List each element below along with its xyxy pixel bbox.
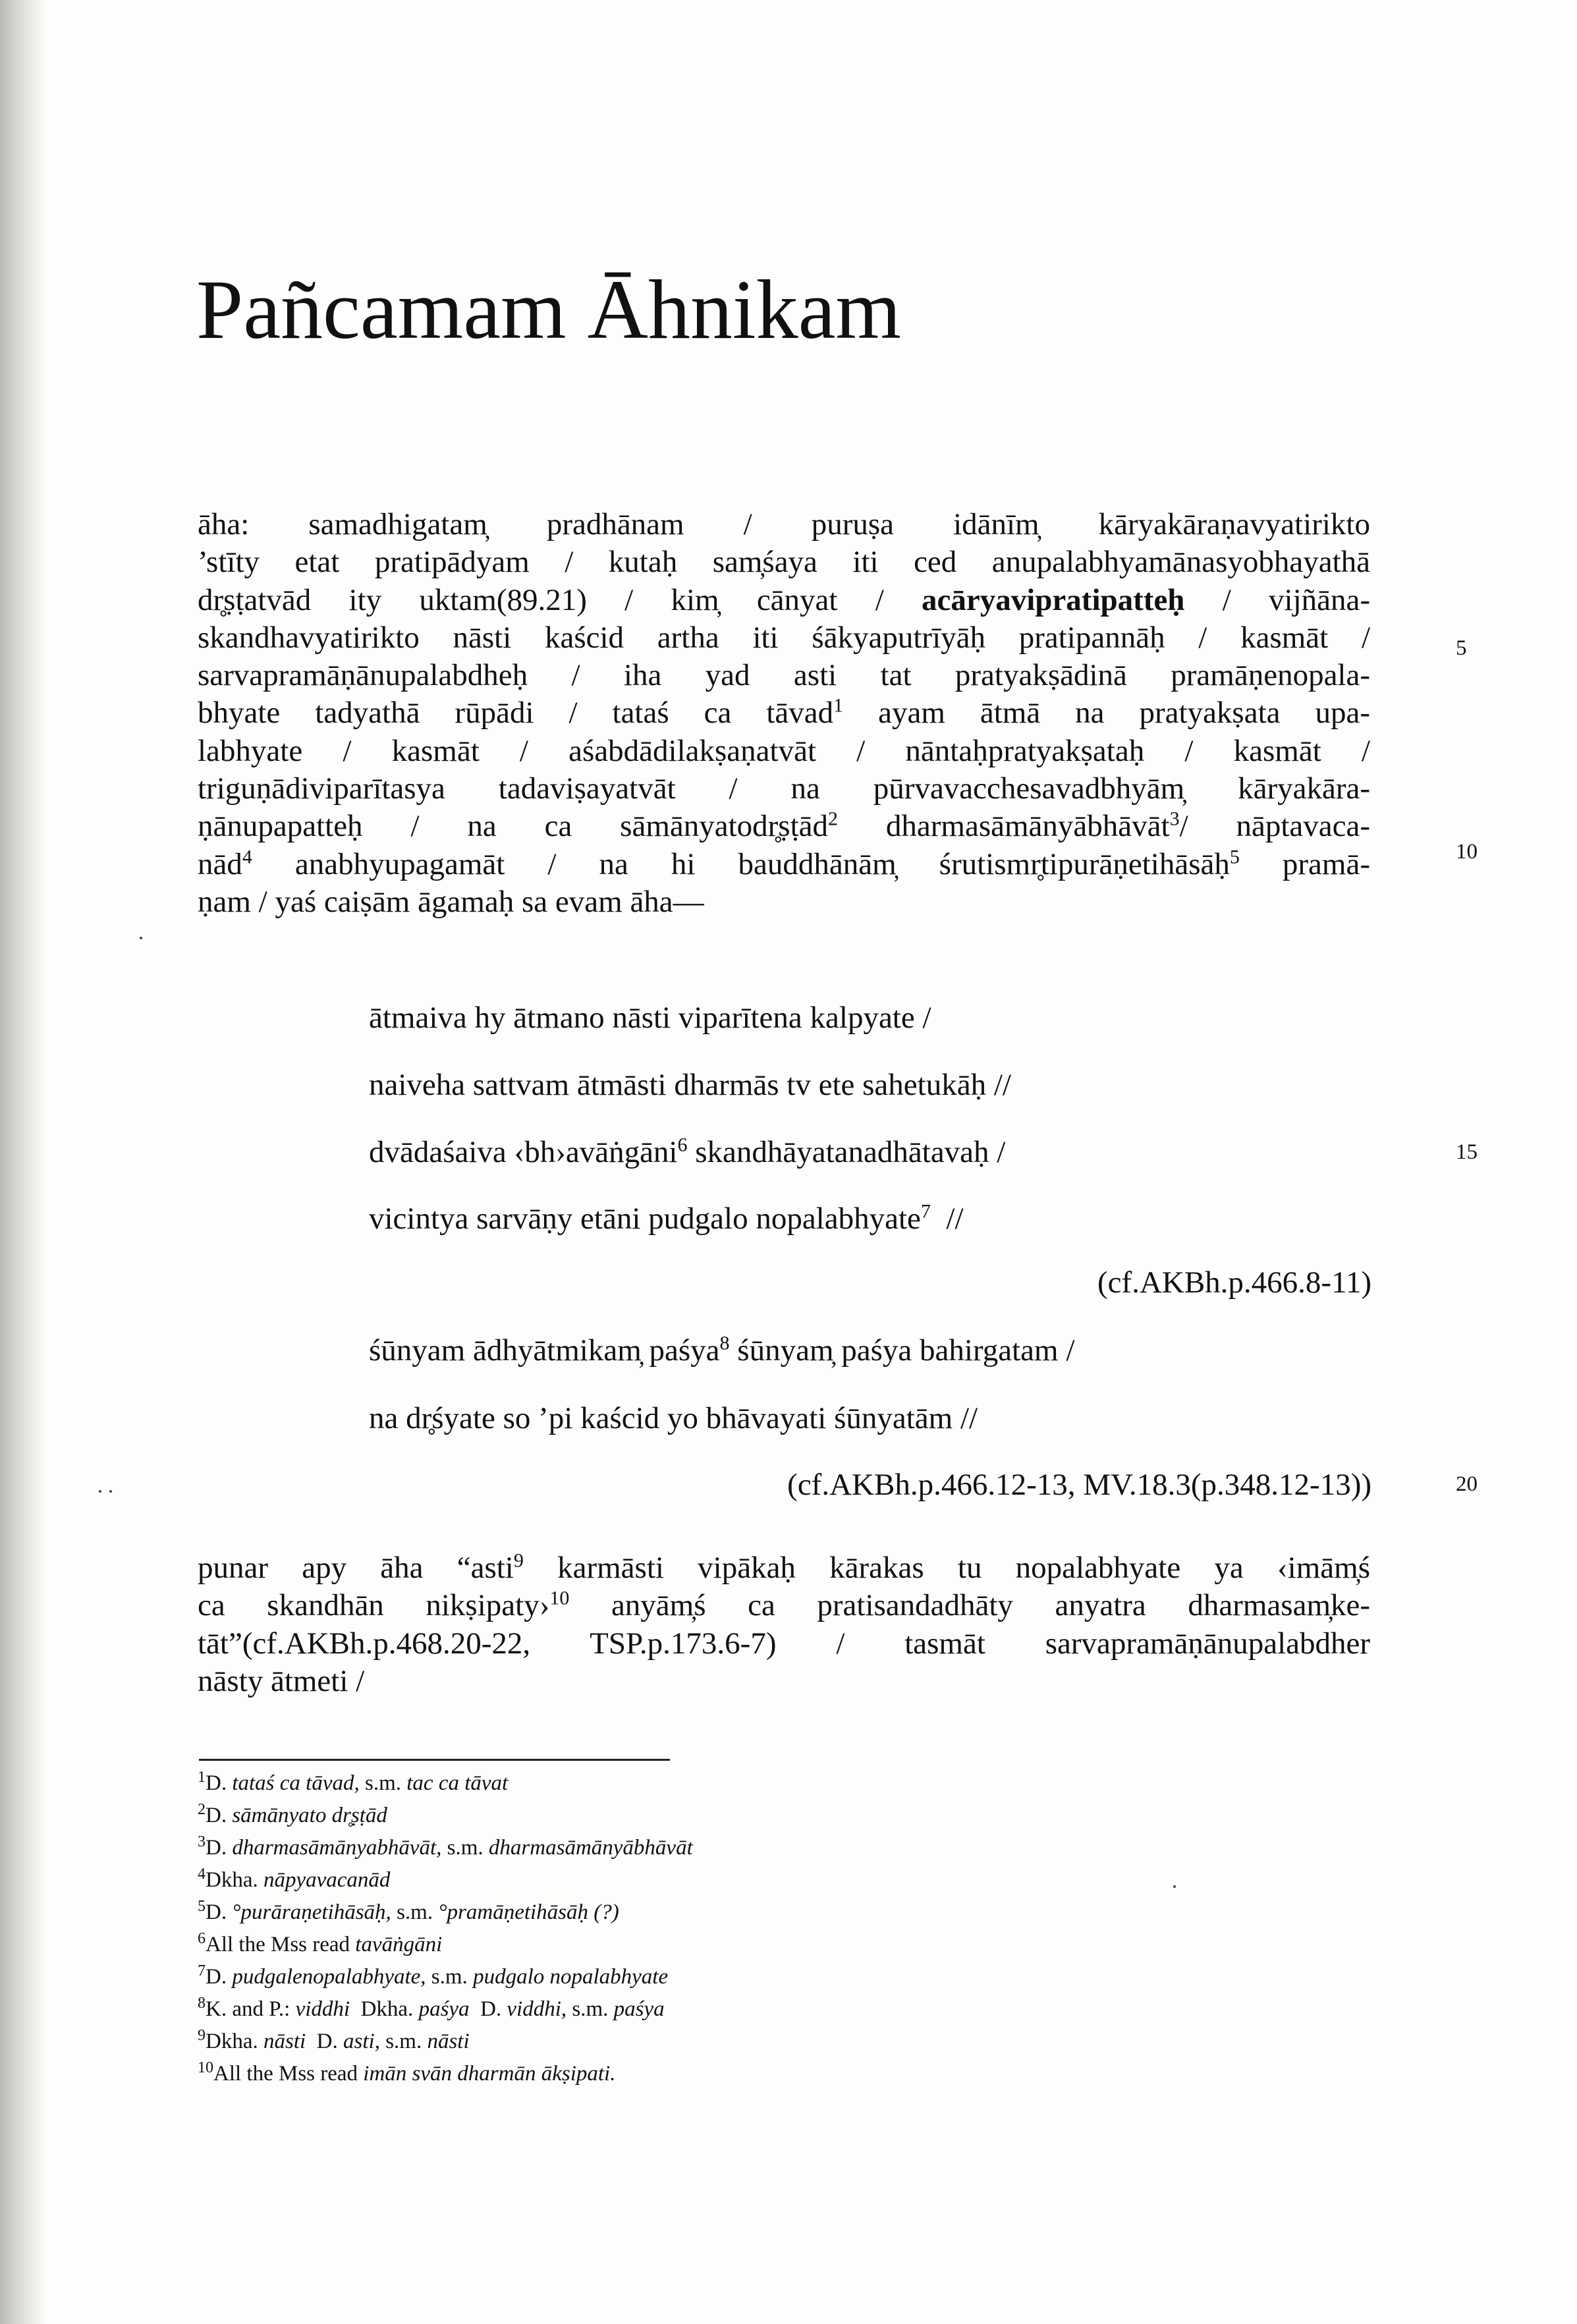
text-line: sarvapramāṇānupalabdheḥ / iha yad asti tat pratyakṣādinā pramāṇenopala- bbox=[198, 658, 1370, 693]
scan-speck bbox=[140, 937, 142, 939]
scan-speck bbox=[109, 1490, 112, 1493]
footnote: $^4$Dkha. nāpyavacanād bbox=[198, 1866, 391, 1892]
text-line: nād$^4$ anabhyupagamāt / na hi bauddhānām̦ śrutismr̥tipurāṇetihāsāḥ$^5$ pramā- bbox=[198, 846, 1370, 881]
text-line: ṇānupapatteḥ / na ca sāmānyatodr̥ṣṭād$^2$ dharmasāmānyābhāvāt$^3$/ nāptavaca- bbox=[198, 808, 1371, 844]
footnote: $^6$All the Mss read tavāṅgāni bbox=[198, 1930, 443, 1956]
scan-speck bbox=[99, 1490, 101, 1493]
footnote-marker: 10 bbox=[549, 1587, 570, 1609]
citation: (cf.AKBh.p.466.12-13, MV.18.3(p.348.12-13)) bbox=[787, 1468, 1371, 1502]
footnote-marker: 6 bbox=[677, 1134, 688, 1156]
footnote-marker: 9 bbox=[513, 1549, 524, 1572]
verse-line: naiveha sattvam ātmāsti dharmās tv ete sahetukāḥ // bbox=[369, 1068, 1011, 1102]
scan-speck bbox=[1173, 1885, 1176, 1888]
footnote: $^3$D. dharmasāmānyabhāvāt, s.m. dharmasāmānyābhāvāt bbox=[198, 1833, 693, 1860]
text-line: tāt”(cf.AKBh.p.468.20-22, TSP.p.173.6-7) / tasmāt sarvapramāṇānupalabdher bbox=[198, 1626, 1370, 1661]
line-number: 15 bbox=[1456, 1140, 1478, 1164]
footnote-marker: 4 bbox=[242, 846, 252, 868]
paragraph-1 bbox=[198, 506, 1370, 921]
footnote-marker: 2 bbox=[828, 808, 839, 830]
footnote: $^2$D. sāmānyato dr̥ṣṭād bbox=[198, 1801, 387, 1827]
footnote-marker: 7 bbox=[920, 1200, 931, 1223]
verse-line: ātmaiva hy ātmano nāsti viparītena kalpyate / bbox=[369, 1001, 931, 1035]
text-line: ’stīty etat pratipādyam / kutaḥ sam̦śaya iti ced anupalabhyamānasyobhayathā bbox=[198, 545, 1370, 580]
line-number: 20 bbox=[1456, 1472, 1478, 1496]
footnote: $^5$D. °purāraṇetihāsāḥ, s.m. °pramāṇetihāsāḥ (?) bbox=[198, 1898, 619, 1924]
footnote-marker: 5 bbox=[1229, 846, 1240, 868]
verse-line: dvādaśaiva ‹bh›avāṅgāni$^6$ skandhāyatanadhātavaḥ / bbox=[369, 1134, 1006, 1169]
verse-line: na dr̥śyate so ’pi kaścid yo bhāvayati śūnyatām // bbox=[369, 1401, 978, 1435]
footnote: $^8$K. and P.: viddhi Dkha. paśya D. viddhi, s.m. paśya bbox=[198, 1995, 665, 2021]
text-line: skandhavyatirikto nāsti kaścid artha iti śākyaputrīyāḥ pratipannāḥ / kasmāt / bbox=[198, 620, 1370, 655]
footnote-rule bbox=[199, 1759, 670, 1761]
page-edge-shadow bbox=[0, 0, 46, 2324]
paragraph-2 bbox=[198, 1549, 1370, 1700]
footnote: $^1$D. tataś ca tāvad, s.m. tac ca tāvat bbox=[198, 1769, 509, 1795]
text-line: ca skandhān nikṣipaty›$^{10}$ anyām̦ś ca pratisandadhāty anyatra dharmasam̦ke- bbox=[198, 1587, 1371, 1623]
text-line: dr̥ṣṭatvād ity uktam(89.21) / kim̦ cānyat / acāryavipratipatteḥ / vijñāna- bbox=[198, 582, 1370, 617]
footnote: $^{10}$All the Mss read imān svān dharmān ākṣipati. bbox=[198, 2059, 616, 2086]
page-title: Pañcamam Āhnikam bbox=[196, 263, 901, 356]
text-line: āha: samadhigatam̦ pradhānam / puruṣa idānīm̦ kāryakāraṇavyatirikto bbox=[198, 507, 1370, 541]
text-line: bhyate tadyathā rūpādi / tataś ca tāvad$^1$ ayam ātmā na pratyakṣata upa- bbox=[198, 694, 1370, 731]
text-line: ṇam / yaś caiṣām āgamaḥ sa evam āha— bbox=[198, 884, 704, 919]
text-line: labhyate / kasmāt / aśabdādilakṣaṇatvāt / nāntaḥpratyakṣataḥ / kasmāt / bbox=[198, 733, 1370, 768]
footnote-marker: 3 bbox=[1169, 808, 1180, 830]
text-line: punar apy āha “asti$^9$ karmāsti vipākaḥ kārakas tu nopalabhyate ya ‹imām̦ś bbox=[198, 1549, 1370, 1585]
footnote: $^7$D. pudgalenopalabhyate, s.m. pudgalo nopalabhyate bbox=[198, 1962, 669, 1989]
citation: (cf.AKBh.p.466.8-11) bbox=[1097, 1265, 1371, 1300]
text-line: nāsty ātmeti / bbox=[198, 1663, 365, 1698]
text-line: triguṇādiviparītasya tadaviṣayatvāt / na pūrvavacchesavadbhyām̦ kāryakāra- bbox=[198, 771, 1370, 806]
line-number: 10 bbox=[1456, 840, 1478, 864]
footnote-marker: 8 bbox=[719, 1332, 730, 1354]
line-number: 5 bbox=[1456, 636, 1467, 660]
footnote: $^9$Dkha. nāsti D. asti, s.m. nāsti bbox=[198, 2027, 470, 2053]
verse-line: vicintya sarvāṇy etāni pudgalo nopalabhyate$^7$ // bbox=[369, 1200, 964, 1236]
footnote-marker: 1 bbox=[833, 694, 844, 717]
verse-line: śūnyam ādhyātmikam̦ paśya$^8$ śūnyam̦ paśya bahirgatam / bbox=[369, 1332, 1075, 1368]
